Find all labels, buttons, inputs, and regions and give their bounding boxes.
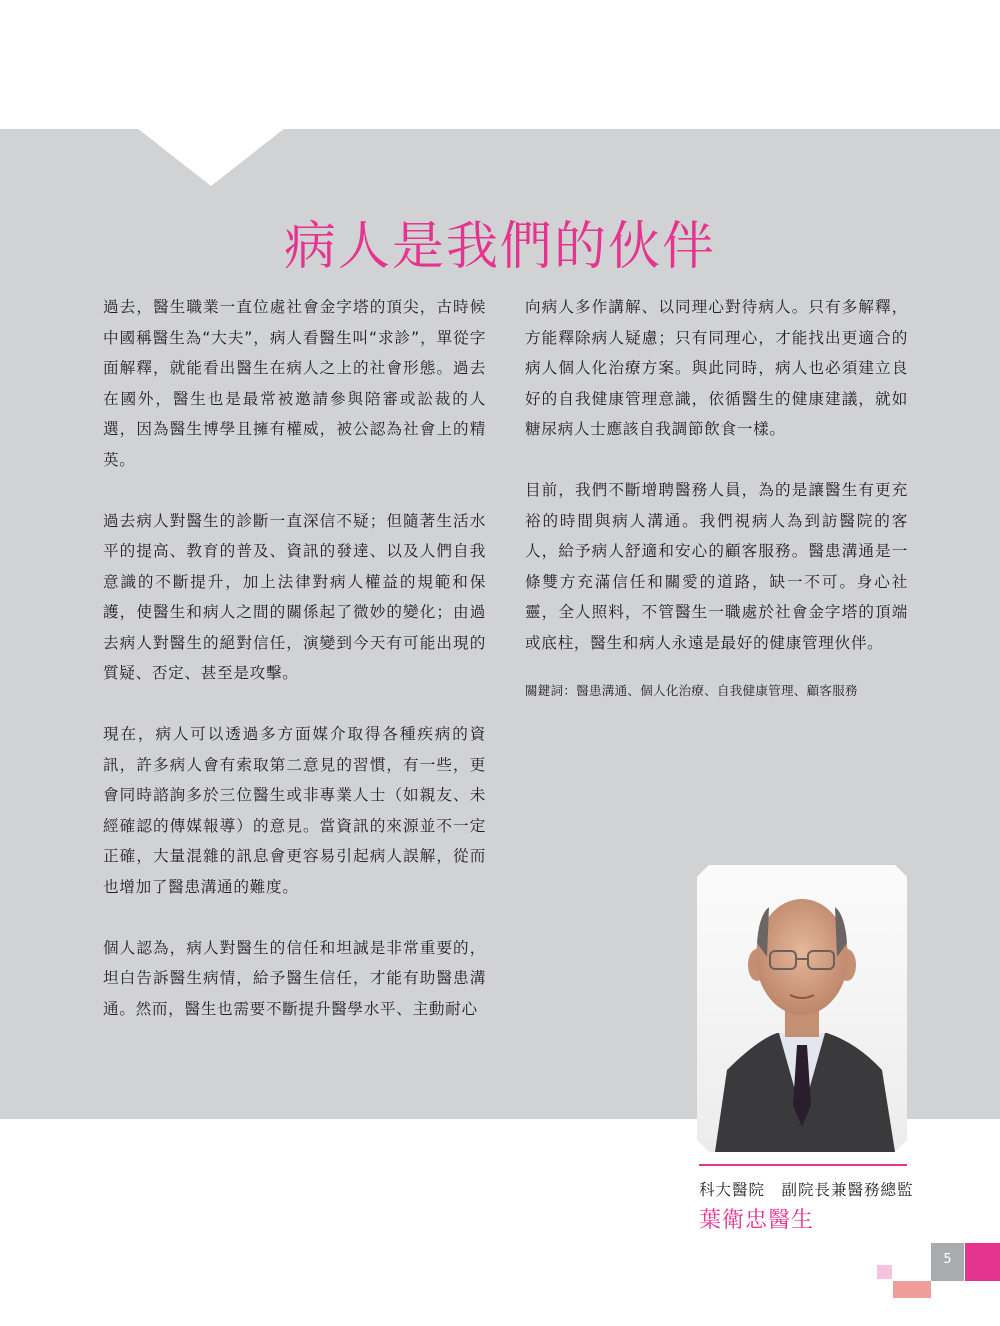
paragraph: 過去病人對醫生的診斷一直深信不疑；但隨著生活水平的提高、教育的普及、資訊的發達、以及人們自我意識的不斷提升，加上法律對病人權益的規範和保護，使醫生和病人之間的關係起了微妙的變化；由過去病人對醫生的絕對信任，演變到今天有可能出現的質疑、否定、甚至是攻擊。 xyxy=(103,511,486,682)
decorative-square xyxy=(965,1243,1000,1281)
author-name: 葉衛忠醫生 xyxy=(699,1208,815,1233)
decorative-square xyxy=(877,1265,892,1279)
top-notch-decoration xyxy=(137,128,285,186)
left-text-column xyxy=(103,292,486,1055)
paragraph: 現在，病人可以透過多方面媒介取得各種疾病的資訊，許多病人會有索取第二意見的習慣，有一些，更會同時諮詢多於三位醫生或非專業人士（如親友、未經確認的傳媒報導）的意見。當資訊的來源並不一定正確，大量混雜的訊息會更容易引起病人誤解，從而也增加了醫患溝通的難度。 xyxy=(103,725,486,896)
author-position: 科大醫院 副院長兼醫務總監 xyxy=(699,1181,914,1199)
paragraph: 個人認為，病人對醫生的信任和坦誠是非常重要的，坦白告訴醫生病情，給予醫生信任，才能有助醫患溝通。然而，醫生也需要不斷提升醫學水平、主動耐心 xyxy=(103,938,486,1018)
page-title: 病人是我們的伙伴 xyxy=(283,217,716,277)
caption-divider xyxy=(699,1164,907,1166)
paragraph: 過去，醫生職業一直位處社會金字塔的頂尖，古時候中國稱醫生為“大夫”，病人看醫生叫“求診”，單從字面解釋，就能看出醫生在病人之上的社會形態。過去在國外，醫生也是最常被邀請參與陪審或訟裁的人選，因為醫生博學且擁有權威，被公認為社會上的精英。 xyxy=(103,298,486,469)
paragraph: 目前，我們不斷增聘醫務人員，為的是讓醫生有更充裕的時間與病人溝通。我們視病人為到訪醫院的客人，給予病人舒適和安心的顧客服務。醫患溝通是一條雙方充滿信任和關愛的道路，缺一不可。身心社靈，全人照料，不管醫生一職處於社會金字塔的頂端或底柱，醫生和病人永遠是最好的健康管理伙伴。 xyxy=(525,481,908,652)
decorative-square xyxy=(893,1281,931,1298)
author-portrait-photo xyxy=(697,865,907,1152)
keywords-line: 關鍵詞：醫患溝通、個人化治療、自我健康管理、顧客服務 xyxy=(525,682,858,698)
right-text-column xyxy=(525,292,908,731)
page-number: 5 xyxy=(943,1252,952,1267)
paragraph: 向病人多作講解、以同理心對待病人。只有多解釋，方能釋除病人疑慮；只有同理心，才能找出更適合的病人個人化治療方案。與此同時，病人也必須建立良好的自我健康管理意識，依循醫生的健康建議，就如糖尿病人士應該自我調節飲食一樣。 xyxy=(525,298,908,438)
